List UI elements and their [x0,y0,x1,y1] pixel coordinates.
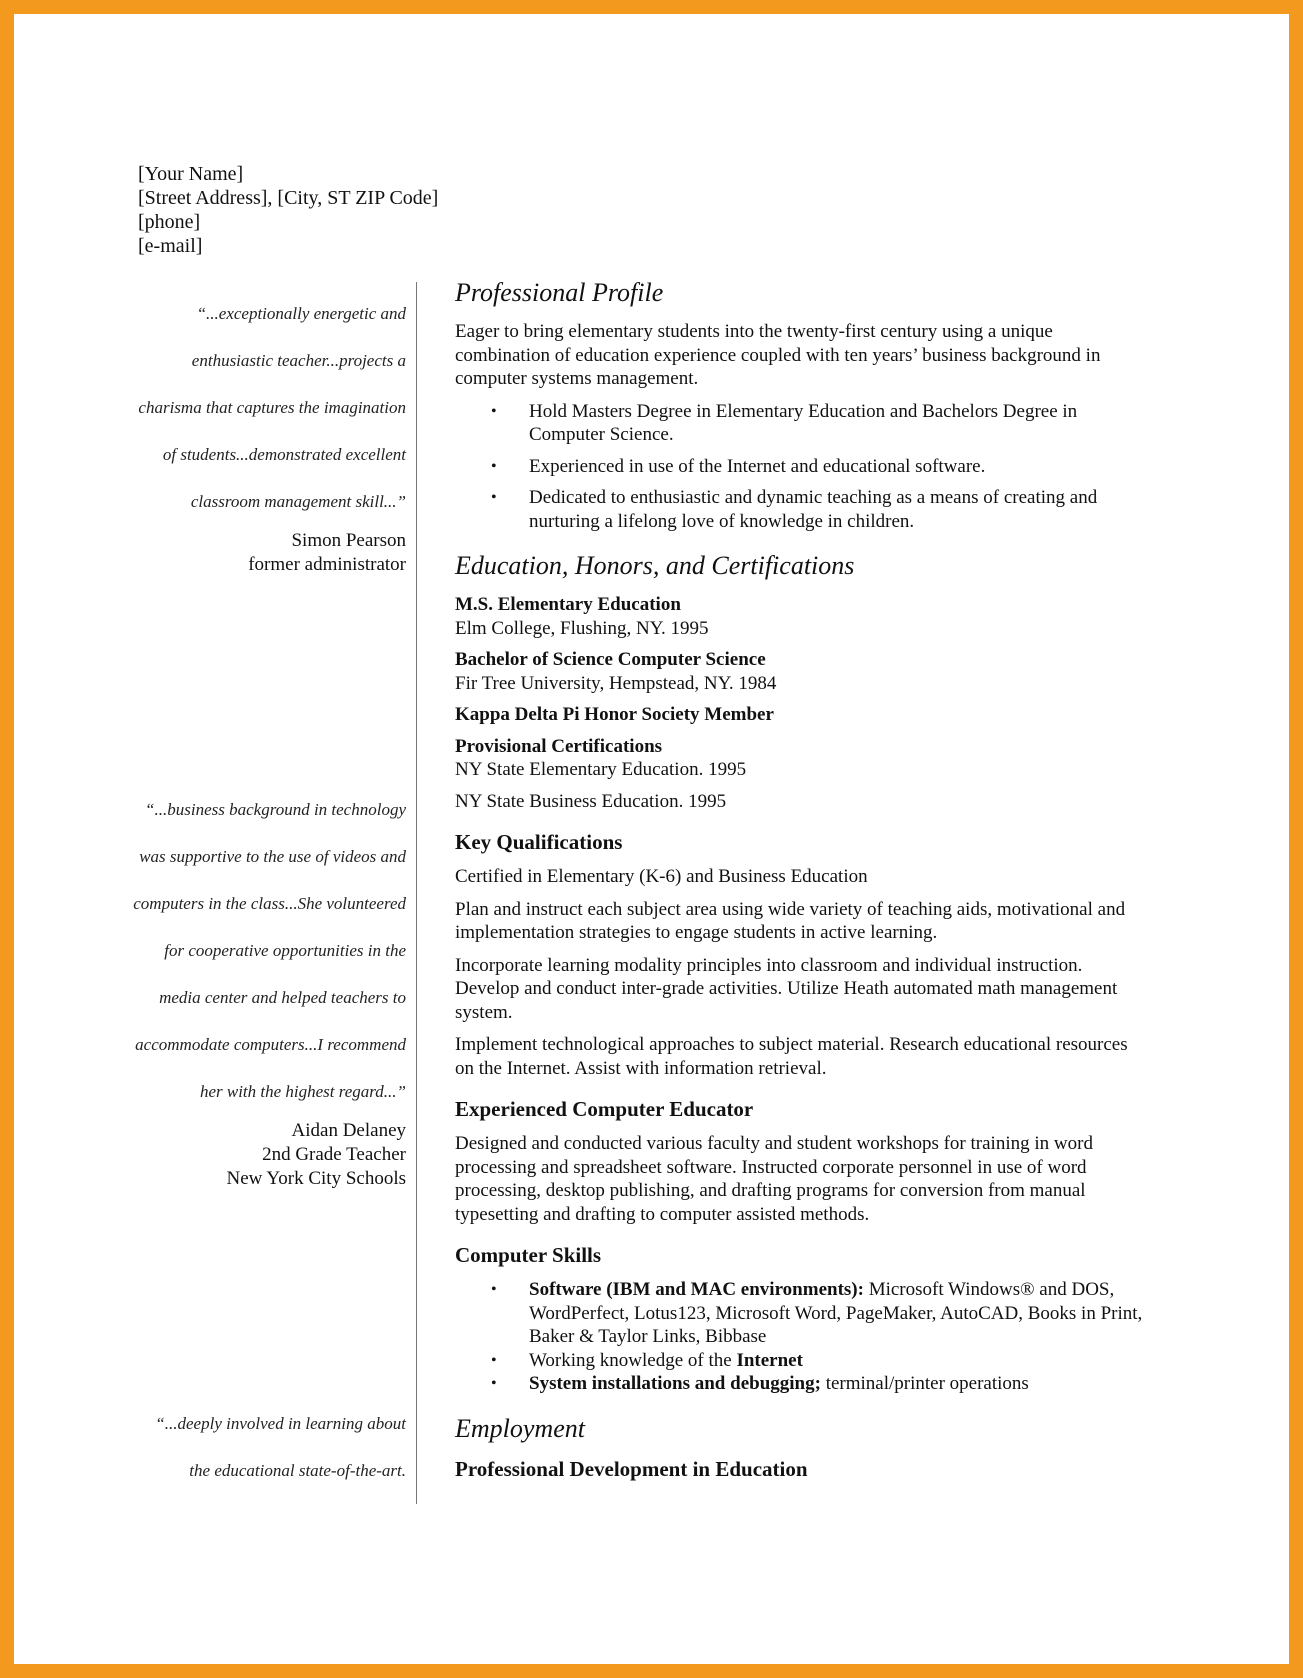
section-education [455,551,1145,813]
list-item: • Hold Masters Degree in Elementary Education and Bachelors Degree in Computer Science. [529,400,1145,447]
quote-line: charisma that captures the imagination [138,398,406,417]
skill-text: Working knowledge of the [529,1349,737,1371]
quote-line: “...business background in technology [145,800,406,819]
educator-text: Designed and conducted various faculty and student workshops for training in word processing and spreadsheet software. Instructed corporate personnel in use of word processing, desktop publishing, and drafting programs for conversion from manual typesetting and drafting to computer assisted methods. [455,1133,1093,1225]
name-placeholder: [Your Name] [138,163,244,185]
list-item: • Dedicated to enthusiastic and dynamic teaching as a means of creating and nurturing a lifelong love of knowledge in children. [529,486,1145,533]
testimonial-quote [120,786,406,1115]
qualification-item: Certified in Elementary (K-6) and Business Education [455,866,868,887]
column-divider [416,282,417,1504]
section-key-qualifications [455,829,1145,1080]
section-employment [455,1414,1145,1482]
education-entry [455,648,1145,695]
list-item [529,1349,1145,1373]
section-heading: Education, Honors, and Certifications [455,551,855,580]
profile-summary: Eager to bring elementary students into the twenty-first century using a unique combination of education experience coupled with ten years’ business background in computer systems management. [455,321,1101,389]
quote-line: the educational state-of-the-art. [189,1461,406,1480]
entry-title: Provisional Certifications [455,735,663,757]
testimonial-quote [120,290,406,525]
qualification-item: Plan and instruct each subject area using wide variety of teaching aids, motivational and implementation strategies to engage students in active learning. [455,898,1126,943]
testimonial-attribution [120,1119,406,1191]
quote-line: was supportive to the use of videos and [139,847,406,866]
email-placeholder: [e-mail] [138,235,203,257]
entry-title: Bachelor of Science Computer Science [455,649,766,670]
skill-label: System installations and debugging; [529,1373,821,1394]
quote-line: “...exceptionally energetic and [196,304,406,323]
attribution-name: Simon Pearson [291,530,406,551]
section-heading: Professional Profile [455,278,664,307]
list-item [529,1278,1145,1349]
section-heading: Computer Skills [455,1243,602,1267]
entry-detail: Elm College, Flushing, NY. 1995 [455,617,709,639]
skill-text: terminal/printer operations [820,1373,1029,1394]
attribution-name: Aidan Delaney [291,1120,406,1141]
quote-line: her with the highest regard...” [199,1082,406,1101]
quote-line: for cooperative opportunities in the [164,941,406,960]
list-item: • Experienced in use of the Internet and educational software. [529,455,1145,479]
quote-line: classroom management skill...” [190,492,406,511]
qualification-item: Implement technological approaches to subject material. Research educational resources on the Internet. Assist with information retrieval. [455,1034,1128,1079]
testimonial-quote [120,1400,406,1494]
testimonial-3 [120,1400,406,1494]
testimonial-attribution [120,529,406,577]
contact-header [138,162,438,258]
attribution-role: 2nd Grade Teacher [262,1144,406,1165]
education-entry [455,790,1145,814]
section-computer-skills [455,1242,1145,1396]
quote-line: accommodate computers...I recommend [135,1035,406,1054]
phone-placeholder: [phone] [138,211,201,233]
employment-subheading: Professional Development in Education [455,1456,808,1481]
section-heading: Experienced Computer Educator [455,1097,754,1121]
quote-line: of students...demonstrated excellent [162,445,406,464]
entry-title: M.S. Elementary Education [455,594,681,615]
education-entry [455,735,1145,782]
skill-label: Internet [736,1349,803,1371]
main-column [455,278,1145,1498]
education-entry [455,703,1145,727]
testimonial-2 [120,786,406,1191]
attribution-role: former administrator [248,554,406,575]
education-entry [455,593,1145,640]
quote-line: computers in the class...She volunteered [133,894,406,913]
address-placeholder: [Street Address], [City, ST ZIP Code] [138,187,439,209]
qualification-item: Incorporate learning modality principles into classroom and individual instruction. Develop and conduct inter-grade activities. Utilize Heath automated math management system. [455,954,1118,1023]
entry-detail: Fir Tree University, Hempstead, NY. 1984 [455,672,777,694]
section-heading: Key Qualifications [455,830,623,854]
entry-title: Kappa Delta Pi Honor Society Member [455,704,774,725]
section-heading: Employment [455,1413,585,1443]
section-computer-educator [455,1096,1145,1226]
testimonial-1 [120,290,406,577]
skill-text: Microsoft Windows® and DOS, WordPerfect, Lotus123, Microsoft Word, PageMaker, AutoCAD, Books in Print, Baker & Taylor Links, Bibbase [529,1279,1143,1347]
list-item [529,1372,1145,1396]
attribution-org: New York City Schools [226,1168,406,1189]
entry-detail: NY State Business Education. 1995 [455,790,727,812]
entry-detail: NY State Elementary Education. 1995 [455,759,747,780]
profile-bullets [455,400,1145,534]
quote-line: enthusiastic teacher...projects a [191,351,406,370]
quote-line: “...deeply involved in learning about [155,1414,406,1433]
skills-bullets [455,1278,1145,1396]
section-professional-profile [455,278,1145,533]
quote-line: media center and helped teachers to [159,988,406,1007]
skill-label: Software (IBM and MAC environments): [529,1279,864,1300]
